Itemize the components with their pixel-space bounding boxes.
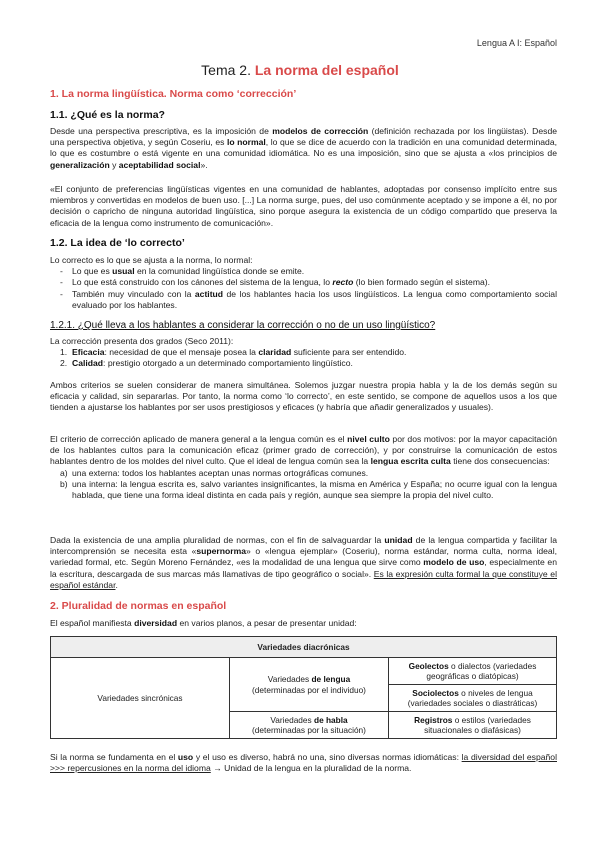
diversidad-intro: El español manifiesta diversidad en varios planos, a pesar de presentar unidad: [50, 618, 357, 628]
section-1-1-heading: 1.1. ¿Qué es la norma? [50, 109, 165, 121]
title-accent: La norma del español [254, 62, 399, 78]
course-header: Lengua A I: Español [476, 38, 557, 48]
closing-paragraph: Si la norma se fundamenta en el uso y el uso es diverso, habrá no una, sino diversas normas idiomáticas: la diversidad del español >>> repercusiones en la norma del idioma → Unidad de la lengua en la pluralidad de la norma. [50, 752, 557, 774]
section-1-2-1-heading: 1.2.1. ¿Qué lleva a los hablantes a considerar la corrección o no de un uso lingüístico? [50, 320, 436, 331]
correcto-intro: Lo correcto es lo que se ajusta a la norma, lo normal: [50, 255, 253, 265]
variedades-habla-cell: Variedades de habla (determinadas por la situación) [230, 712, 389, 739]
geolectos-cell: Geolectos o dialectos (variedades geográficas o diatópicas) [389, 658, 557, 685]
section-1-2-heading: 1.2. La idea de ‘lo correcto’ [50, 237, 185, 249]
section-2-heading: 2. Pluralidad de normas en español [50, 600, 227, 612]
table-header: Variedades diacrónicas [51, 637, 557, 658]
ambos-paragraph: Ambos criterios se suelen considerar de manera simultánea. Solemos juzgar nuestra propia habla y la de los demás según su eficacia y calidad, sin separarlas. Por tanto, la norma como ‘lo correcto’, en este sentido, se compone de aquellos usos a los que tienden a ajustarse los hablantes por ser usos prestigiosos y eficaces (y habría que añadir generalizados y usuales). [50, 380, 557, 413]
variedades-lengua-cell: Variedades de lengua (determinadas por el individuo) [230, 658, 389, 712]
registros-cell: Registros o estilos (variedades situacionales o diafásicas) [389, 712, 557, 739]
list-item: b) una interna: la lengua escrita es, salvo variantes insignificantes, la misma en América y España; no ocurre igual con la lengua hablada, que tiene una forma ideal distinta en cada país y región, aunque sea siempre la propia del nivel culto. [60, 478, 557, 501]
variedades-sincronicas-cell: Variedades sincrónicas [51, 658, 230, 739]
list-item: a) una externa: todos los hablantes aceptan unas normas ortográficas comunes. [60, 467, 369, 478]
list-item: - Lo que es usual en la comunidad lingüística donde se emite. [50, 266, 557, 277]
list-item: 2. Calidad: prestigio otorgado a un determinado comportamiento lingüístico. [60, 358, 353, 369]
list-item: 1. Eficacia: necesidad de que el mensaje posea la claridad suficiente para ser entendido. [60, 347, 407, 358]
variedades-table [50, 636, 557, 739]
page-title [0, 62, 600, 78]
list-item: - Lo que está construido con los cánones del sistema de la lengua, lo recto (lo bien formado según el sistema). [50, 277, 557, 288]
grados-intro: La corrección presenta dos grados (Seco 2011): [50, 336, 234, 346]
grados-list [50, 336, 557, 370]
correcto-list [50, 255, 557, 311]
title-prefix: Tema 2. [201, 62, 251, 78]
list-item: - También muy vinculado con la actitud de los hablantes hacia los usos lingüísticos. La lengua como comportamiento social evaluado por los hablantes. [50, 289, 557, 311]
section-1-heading: 1. La norma lingüística. Norma como ‘corrección’ [50, 88, 297, 100]
supernorma-paragraph: Dada la existencia de una amplia pluralidad de normas, con el fin de salvaguardar la unidad de la lengua compartida y facilitar la intercomprensión se necesita esta «supernorma» o «lengua ejemplar» (Coseriu), norma estándar, norma culta, norma ideal, variedad formal, etc. Según Moreno Fernández, «es la modalidad de una lengua que sirve como modelo de uso, especialmente en la escritura, descargada de sus marcas más llamativas de tipo geográfico o social». Es la expresión culta formal la que constituye el español estándar. [50, 535, 558, 590]
norma-quote-paragraph: «El conjunto de preferencias lingüísticas vigentes en una comunidad de hablantes, adoptadas por consenso implícito entre sus miembros y convertidas en modelos de buen uso. [...] La norma surge, pues, del uso comúnmente aceptado y se impone a él, no por decisión o capricho de ninguna autoridad lingüística, sino porque asegura la existencia de un código compartido que preserva la eficacia de la lengua como instrumento de comunicación». [50, 184, 557, 228]
sociolectos-cell: Sociolectos o niveles de lengua (variedades sociales o diastráticas) [389, 685, 557, 712]
norma-definition-paragraph: Desde una perspectiva prescriptiva, es la imposición de modelos de corrección (definición rechazada por los lingüistas). Desde una perspectiva objetiva, y según Coseriu, es lo normal, lo que se dice de acuerdo con la tradición en una comunidad determinada, lo que es costumbre o está vigente en una comunidad idiomática. No es una imposición, sino que se ajusta a «los principios de generalización y aceptabilidad social». [50, 126, 558, 170]
criterio-paragraph: El criterio de corrección aplicado de manera general a la lengua común es el nivel culto por dos motivos: por la mayor capacitación de los hablantes cultos para la comunicación eficaz (primer grado de corrección), y por construirse la comunicación de estos hablantes dentro de los moldes del nivel culto. Que el ideal de lengua común sea la lengua escrita culta tiene dos consecuencias: a) una externa: todos los hablantes aceptan unas normas ortográficas comunes. b) una interna: la lengua escrita es, salvo variantes insignificantes, la misma en América y España; no ocurre igual con la lengua hablada, que tiene una forma ideal distinta en cada país y región, aunque sea siempre la propia del nivel culto. [50, 434, 557, 501]
